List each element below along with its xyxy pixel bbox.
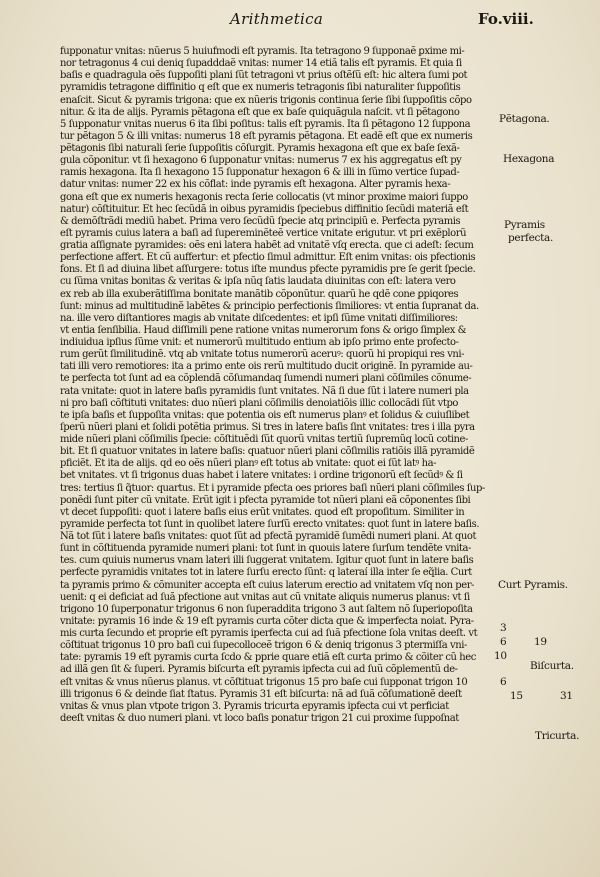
text-line: ramis hexagona. Ita ſi hexagono 15 ſupponatur hexagon 6 & illi in ſũmo vertice ſupad- [60,167,460,179]
text-line: nor tetragonus 4 cui deniq ſupadddaẽ vnitas: numer 14 etiã talis eſt pyramis. Et quia ſi [60,58,462,70]
text-line: nitur. & ita de alijs. Pyramis pẽtagona eſt que ex baſe quiquãgula naſcit. vt ſi pẽtagono [60,106,460,118]
text-line: ſperũ nũeri plani et ſolidi potẽtia primus. Si tres in latere baſis ſint vnitates: tres i illa pyra [60,421,475,433]
text-line: gona eſt que ex numeris hexagonis recta ſerie collocatis (vt minor proxime maiori ſuppo [60,191,468,203]
folio-number: Fo.viii. [478,10,534,28]
gloss-perfecta: perfecta. [508,232,554,244]
gloss-biscurta: Biſcurta. [530,660,574,672]
text-line: ſunt: minus ad multitudinẽ labẽtes & principio perfectionis ſimiliores: vt entia ſupranat da. [60,300,479,312]
text-line: trigono 10 ſuperponatur trigonus 6 non ſuperaddita trigono 3 aut ſaltem nõ ſuperiopoſita [60,603,473,615]
text-line: vnitas & vnus plan vtpote trigon 3. Pyramis tricurta epyramis ipfecta cui vt perficiat [60,700,449,712]
text-line: rum gerũt ſimilitudinẽ. vtq ab vnitate totus numerorũ aceruꝰ: quorũ hi propiqui res vni- [60,349,465,361]
gloss-curta-pyramis: Curt Pyramis. [498,579,568,591]
text-line: fons. Et ſi ad diuina libet aſſurgere: totus iſte mundus pfecte pyramidis pre ſe gerit ſpecie. [60,264,476,276]
margin-number-6b: 6 [500,676,507,688]
text-line: cõſtituat trigonus 10 pro baſi cui ſupecolloceẽ trigon 6 & deniq trigonus 3 ptermiſſa vni- [60,640,467,652]
text-line: te perfecta tot ſunt ad ea cõplendã cõſumandaq ſumendi numeri plani cõſimiles cõnume- [60,373,472,385]
gloss-pyramis: Pyramis [504,219,545,231]
margin-number-6: 6 [500,636,507,648]
text-line: perfectione affert. Et cũ auffertur: et pfectio ſimul admittur. Eſt enim vnitas: ois pfectionis [60,252,476,264]
text-line: ex reb ab illa exuberãtiſſima bonitate manãtib cõponũtur. quarũ he qdẽ cone ꝑpiqores [60,288,459,300]
text-line: eſt vnitas & vnus nũerus planus. vt cõſtituat trigonus 15 pro baſe cui ſupponat trigon 10 [60,676,468,688]
text-line: indiuidua ipſius ſũme vnit: et numerorũ multitudo entium ab ipſo primo ente profecto- [60,337,459,348]
running-title: Arithmetica [230,10,324,28]
text-line: ni pro baſi cõſtituti vnitates: duo nũeri plani cõſimilis denoiatiõis illic collocãdi ſũt vtpo [60,397,458,409]
text-line: vnitate: pyramis 16 inde & 19 eſt pyramis curta cõter dicta que & imperfecta noiat. Pyra- [60,615,474,627]
text-line: ſunt in cõſtituenda pyramide numeri plani: tot ſunt in quouis latere ſurſum tendẽte vnita- [60,543,471,555]
text-line: tati illi vero remotiores: ita a primo ente ois rerũ multitudo ducit originẽ. In pyramide au- [60,361,473,373]
text-line: illi trigonus 6 & deinde ſiat ſtatus. Pyramis 31 eſt biſcurta: nã ad ſuã cõſumationẽ deeſt [60,688,462,700]
main-text-block [60,46,498,725]
text-line: ad illã gen ſit & ſuperi. Pyramis biſcurta eſt pyramis ipfecta cui ad ſuũ cõplementũ de- [60,664,458,676]
text-line: pyramidis tetragone diffinitio q eſt que ex numeris tetragonis ſibi naturaliter ſuppoſitis [60,82,461,94]
margin-number-3: 3 [500,622,507,634]
text-line: baſis e quadragula oẽs ſuppoſiti plani ſũt tetragoni vt prius oſtẽſũ eſt: hic altera ſumi pot [60,70,468,82]
page-header [0,10,600,40]
text-line: te ipſa baſis et ſuppoſita vnitas: que potentia ois eſt numerus planꝰ et ſolidus & cuiuſlibet [60,409,470,421]
text-line: vt decet ſuppoſiti: quot i latere baſis eius erũt vnitates. quod eſt propoſitum. Similiter in [60,506,465,518]
text-line: mide nũeri plani cõſimilis ſpecie: cõſtituẽdi ſũt quorũ vnitas tertiũ ſupremũq locũ cotine- [60,434,468,445]
text-line: vt entia ſenſibilia. Haud diſſimili pene ratione vnitas numerorum fons & origo ſimplex & [60,324,467,336]
text-line: cu ſũma vnitas bonitas & veritas & ipſa nũq ſatis laudata diuinitas con eſt: latera vero [60,276,456,288]
text-line: & demõſtrãdi mediũ habet. Prima vero ſecũdũ ſpecie atq principiũ e. Perfecta pyramis [60,215,461,227]
margin-number-19: 19 [534,636,547,648]
text-line: fupponatur vnitas: nŭerus 5 huiufmodi eſt pyramis. Ita tetragono 9 ſupponaẽ ꝑxime mi- [60,46,465,57]
gloss-pentagona: Pẽtagona. [499,113,550,125]
text-line: deeſt vnitas & duo numeri plani. vt loco baſis ponatur trigon 21 cui proxime ſuppoſnat [60,712,459,724]
text-line: gratia aſſignate pyramides: oẽs eni latera habẽt ad vnitatẽ vſq erecta. que ci adeſt: ſecum [60,240,474,251]
text-line: eſt pyramis cuius latera a baſi ad ſupereminẽteẽ vertice vnitate erigutur. vt pri exẽplorũ [60,227,467,239]
text-line: na. ille vero diſtantiores magis ab vnitate diſcedentes: et ipſi ſũme vnitati diſſimiliores: [60,312,458,324]
margin-number-31: 31 [560,690,573,702]
gloss-tricurta: Tricurta. [535,730,580,742]
text-line: tate: pyramis 19 eſt pyramis curta ſcdo & pprie quare etiã eſt curta primo & cõiter cũ hec [60,652,476,664]
text-line: tres: tertius ſi q̃tuor: quartus. Et i pyramide pfecta oes priores baſi nũeri plani cõſimiles ſup- [60,482,485,494]
text-line: rata vnitate: quot in latere baſis pyramidis ſunt vnitates. Nã ſi due ſũt i latere numeri pla [60,385,469,397]
margin-number-15: 15 [510,690,523,702]
text-line: tur pẽtagon 5 & illi vnitas: numerus 18 eſt pyramis pẽtagona. Et eadẽ eſt que ex numeris [60,130,473,142]
text-line: perfecte pyramidis vnitates tot in latere ſurſu erecto ſũnt: q lateraí illa inter ſe eq̃lia. Curt [60,567,472,579]
margin-number-10: 10 [494,650,507,662]
text-line: pyramide perfecta tot ſunt in quolibet latere ſurſũ erecto vnitates: quot ſunt in latere baſis. [60,518,480,530]
text-line: Nã tot ſũt i latere baſis vnitates: quot ſũt ad pfectã pyramidẽ ſumẽdi numeri plani. At quot [60,531,477,542]
text-line: mis curta ſecundo et proprie eſt pyramis iperfecta cui ad ſuã pfectione ſola vnitas deeſt. vt [60,628,478,639]
text-line: pẽtagonis ſibi naturali ſerie ſuppoſitis cõſurgit. Pyramis hexagona eſt que ex baſe ſexã- [60,143,460,154]
text-line: ta pyramis primo & cõmuniter accepta eſt cuius laterum erectio ad vnitatem vſq non per- [60,579,474,591]
text-line: bet vnitates. vt ſi trigonus duas habet i latere vnitates: i ordine trigonorũ eſt ſecũdꝰ & ſi [60,470,463,482]
text-line: enaſcit. Sicut & pyramis trigona: que ex nũeris trigonis continua ſerie ſibi ſuppoſitis cõpo [60,94,472,106]
text-line: tes. cum quiuis numerus vnam lateri illi ſuggerat vnitatem. Igitur quot ſunt in latere baſis [60,555,474,567]
text-line: pficiẽt. Et ita de alijs. qd eo oẽs nũeri planꝰ eſt totus ab vnitate: quot ei ſũt latꝰ ha- [60,458,437,470]
text-line: gula cõponitur. vt ſi hexagono 6 ſupponatur vnitas: numerus 7 ex his aggregatus eſt py [60,155,462,167]
text-line: bit. Et ſi quatuor vnitates in latere baſis: quatuor nũeri plani cõſimilis ratiõis illã pyramidẽ [60,446,475,458]
text-line: uenit: q ei deficiat ad ſuã pfectione aut vnitas aut cũ vnitate aliquis numerus planus: vt ſi [60,591,470,603]
text-line: natur) cõſtituitur. Et hec ſecũdã in oibus pyramidis ſpeciebus diffinitio ſecũdi materiã eſt [60,203,469,215]
text-line: 5 ſupponatur vnitas nuerus 6 ita ſibi poſitus: talis eſt pyramis. Ita ſi pẽtagono 12 ſuppona [60,118,471,130]
text-line: ponẽdi ſunt piter cũ vnitate. Erũt igit i pfecta pyramide tot nũeri plani eã cõponentes ſibi [60,494,471,506]
gloss-hexagona: Hexagona [503,153,555,165]
text-line: datur vnitas: numer 22 ex his cõflat: inde pyramis eſt hexagona. Alter pyramis hexa- [60,179,451,191]
